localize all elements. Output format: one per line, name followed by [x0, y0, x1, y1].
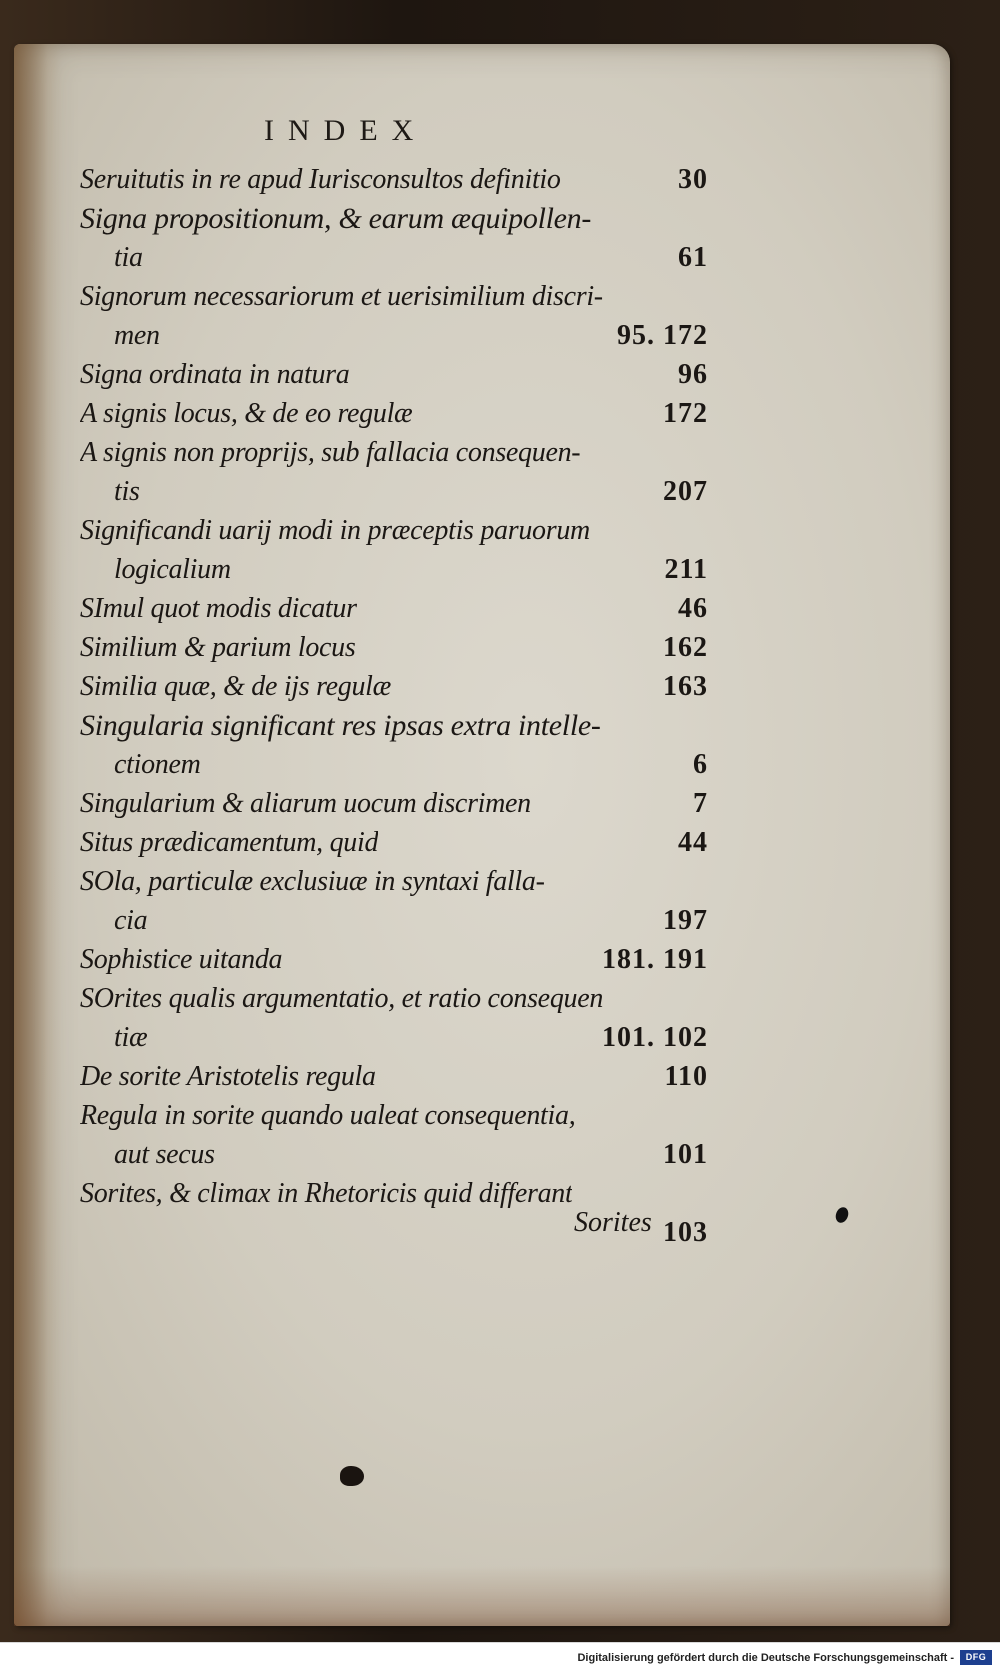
index-entry [80, 862, 708, 940]
index-line [80, 1135, 708, 1174]
dfg-logo: DFG [960, 1650, 992, 1665]
index-entry [80, 589, 708, 628]
page-number: 46 [678, 593, 708, 624]
footer-credit: Digitalisierung gefördert durch die Deutsche Forschungsgemeinschaft - [577, 1652, 954, 1664]
page-number: 95. 172 [617, 320, 708, 351]
index-entry [80, 355, 708, 394]
index-line [80, 862, 708, 901]
page-number: 6 [693, 749, 708, 780]
index-line [80, 667, 708, 706]
entry-text: aut secus [114, 1139, 215, 1170]
index-line [80, 550, 708, 589]
entry-text: Seruitutis in re apud Iurisconsultos definitio [80, 164, 561, 195]
entry-text: Signa propositionum, & earum æquipollen- [80, 202, 592, 235]
index-entry [80, 511, 708, 589]
page-number: 101 [663, 1139, 708, 1170]
ink-dot [834, 1205, 851, 1224]
entry-text: cia [114, 905, 148, 936]
index-line [80, 979, 708, 1018]
page-number: 207 [663, 476, 708, 507]
index-line [80, 745, 708, 784]
entry-text: tia [114, 242, 143, 273]
entry-text: SOla, particulæ exclusiuæ in syntaxi falla- [80, 866, 545, 897]
entry-text: Sorites, & climax in Rhetoricis quid differant [80, 1178, 573, 1209]
index-entry [80, 277, 708, 355]
index-entry [80, 433, 708, 511]
index-line [80, 589, 708, 628]
index-line [80, 1018, 708, 1057]
page-stain [14, 1566, 950, 1626]
index-line [80, 238, 708, 277]
entry-text: De sorite Aristotelis regula [80, 1061, 376, 1092]
index-line [80, 160, 708, 199]
index-entry [80, 784, 708, 823]
page-number: 181. 191 [602, 944, 708, 975]
entry-text: SImul quot modis dicatur [80, 593, 357, 624]
entry-text: A signis non proprijs, sub fallacia consequen- [80, 437, 581, 468]
catchword: Sorites [574, 1207, 652, 1238]
page-spine-shadow [14, 44, 62, 1626]
index-line [80, 394, 708, 433]
entry-text: Similium & parium locus [80, 632, 356, 663]
entry-text: Singularium & aliarum uocum discrimen [80, 788, 531, 819]
index-line [80, 823, 708, 862]
book-page [14, 44, 950, 1626]
entry-text: men [114, 320, 160, 351]
index-entry [80, 1096, 708, 1174]
footer-strip [0, 1642, 1000, 1671]
index-line [80, 940, 708, 979]
entry-text: SOrites qualis argumentatio, et ratio consequen [80, 983, 604, 1014]
page-number: 163 [663, 671, 708, 702]
page-number: 211 [664, 554, 708, 585]
entry-text: Sophistice uitanda [80, 944, 283, 975]
page-number: 162 [663, 632, 708, 663]
index-line [80, 277, 708, 316]
index-entry [80, 1057, 708, 1096]
index-line [80, 706, 708, 745]
index-line [80, 1096, 708, 1135]
index-line [80, 316, 708, 355]
page-number: 61 [678, 242, 708, 273]
page-number: 44 [678, 827, 708, 858]
page-header: INDEX [264, 114, 428, 147]
entry-text: ctionem [114, 749, 201, 780]
index-entry [80, 823, 708, 862]
index-line [80, 511, 708, 550]
index-entries [80, 160, 708, 1252]
page-number: 172 [663, 398, 708, 429]
page-number: 96 [678, 359, 708, 390]
index-line [80, 628, 708, 667]
index-line [80, 433, 708, 472]
index-line [80, 784, 708, 823]
ink-blot [340, 1466, 364, 1486]
entry-text: Regula in sorite quando ualeat consequentia, [80, 1100, 576, 1131]
entry-text: Signa ordinata in natura [80, 359, 350, 390]
entry-text: Signorum necessariorum et uerisimilium discri- [80, 281, 603, 312]
index-line [80, 472, 708, 511]
entry-text: Significandi uarij modi in præceptis paruorum [80, 515, 590, 546]
entry-text: tis [114, 476, 140, 507]
entry-text: Singularia significant res ipsas extra intelle- [80, 709, 601, 742]
page-number: 7 [693, 788, 708, 819]
index-line [80, 355, 708, 394]
index-entry [80, 199, 708, 277]
entry-text: tiæ [114, 1022, 148, 1053]
entry-text: Similia quæ, & de ijs regulæ [80, 671, 392, 702]
entry-text: A signis locus, & de eo regulæ [80, 398, 413, 429]
page-number: 110 [664, 1061, 708, 1092]
index-entry [80, 394, 708, 433]
page-number: 197 [663, 905, 708, 936]
index-line [80, 199, 708, 238]
index-entry [80, 940, 708, 979]
page-number: 30 [678, 164, 708, 195]
index-line [80, 1057, 708, 1096]
index-line [80, 901, 708, 940]
index-entry [80, 979, 708, 1057]
page-number: 101. 102 [602, 1022, 708, 1053]
index-entry [80, 667, 708, 706]
page-number: 103 [663, 1217, 708, 1248]
entry-text: logicalium [114, 554, 231, 585]
index-entry [80, 160, 708, 199]
index-entry [80, 706, 708, 784]
entry-text: Situs prædicamentum, quid [80, 827, 379, 858]
index-entry [80, 628, 708, 667]
